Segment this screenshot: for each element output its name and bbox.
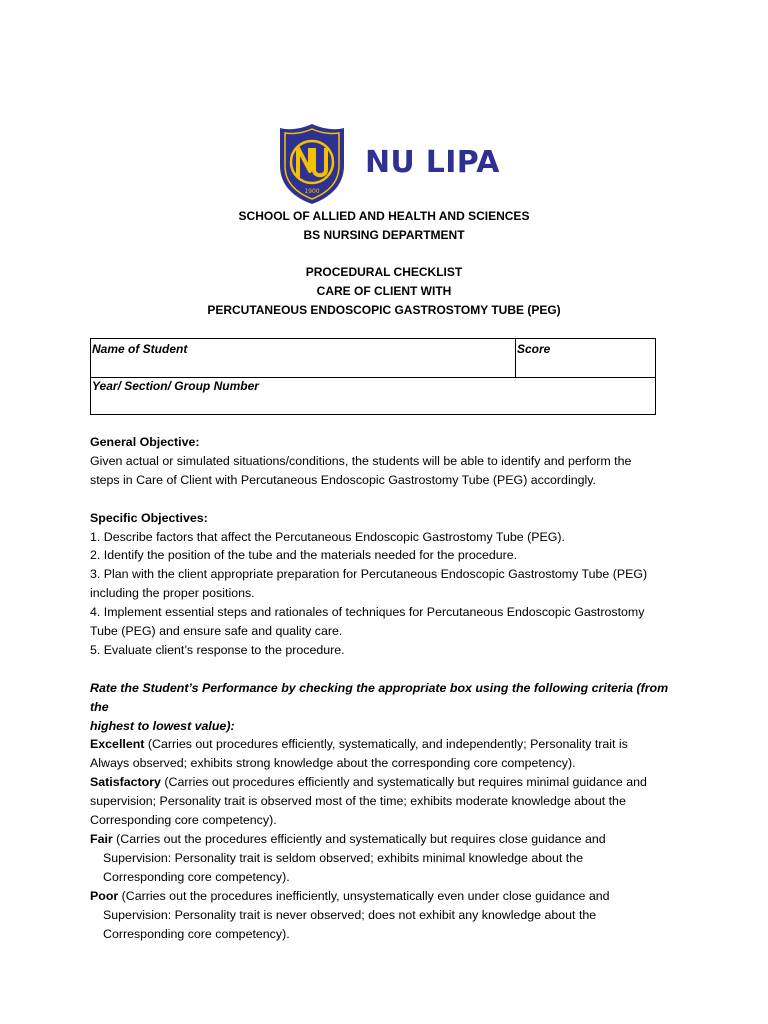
criteria-desc: Supervision: Personality trait is seldom observed; exhibits minimal knowledge about the — [103, 850, 584, 865]
specific-objective-line: 4. Implement essential steps and rationales of techniques for Percutaneous Endoscopic Gastrostomy — [90, 605, 645, 620]
criteria-desc: Supervision: Personality trait is never observed; does not exhibit any knowledge about the — [103, 907, 597, 922]
criteria-desc: Corresponding core competency). — [103, 869, 290, 884]
document-subtitle-2: PERCUTANEOUS ENDOSCOPIC GASTROSTOMY TUBE (PEG) — [207, 303, 561, 317]
criteria-term-excellent: Excellent — [90, 737, 145, 752]
criteria-desc: Corresponding core competency). — [103, 926, 290, 941]
criteria-desc: supervision; Personality trait is observed most of the time; exhibits moderate knowledge about the — [90, 794, 626, 809]
criteria-desc: Corresponding core competency). — [90, 813, 277, 828]
score-field[interactable]: Score — [517, 342, 551, 356]
criteria-desc: (Carries out procedures efficiently, systematically, and independently; Personality trait is — [144, 737, 628, 752]
criteria-excellent — [90, 735, 690, 754]
criteria-intro: highest to lowest value): — [90, 718, 235, 733]
criteria-term-satisfactory: Satisfactory — [90, 775, 161, 790]
criteria-satisfactory — [90, 773, 690, 792]
criteria-fair — [90, 830, 690, 849]
specific-objective-line: 2. Identify the position of the tube and the materials needed for the procedure. — [90, 548, 518, 563]
specific-objective-line: Tube (PEG) and ensure safe and quality care. — [90, 624, 343, 639]
general-objective-heading: General Objective: — [90, 435, 200, 449]
criteria-desc: (Carries out the procedures efficiently and systematically but requires close guidance and — [112, 832, 606, 846]
specific-objective-line: 5. Evaluate client’s response to the procedure. — [90, 642, 345, 657]
specific-objectives-heading: Specific Objectives: — [90, 510, 208, 525]
department-name: BS NURSING DEPARTMENT — [303, 228, 465, 242]
logo-year: 1900 — [304, 188, 320, 195]
document-subtitle-1: CARE OF CLIENT WITH — [316, 284, 452, 298]
nu-shield-icon — [277, 122, 347, 206]
school-name: SCHOOL OF ALLIED AND HEALTH AND SCIENCES — [238, 209, 530, 223]
criteria-desc: Always observed; exhibits strong knowledge about the corresponding core competency). — [90, 756, 576, 771]
criteria-intro: Rate the Student’s Performance by checking the appropriate box using the following criteria (from the — [90, 680, 669, 714]
specific-objective-line: 3. Plan with the client appropriate preparation for Percutaneous Endoscopic Gastrostomy Tube (PEG) — [90, 567, 648, 582]
name-of-student-field[interactable]: Name of Student — [92, 342, 188, 356]
document-title: PROCEDURAL CHECKLIST — [305, 265, 463, 279]
general-objective-line: Given actual or simulated situations/conditions, the students will be able to identify and perform the — [90, 453, 632, 468]
specific-objective-line: 1. Describe factors that affect the Percutaneous Endoscopic Gastrostomy Tube (PEG). — [90, 529, 565, 544]
specific-objective-line: including the proper positions. — [90, 586, 255, 601]
criteria-desc: (Carries out procedures efficiently and systematically but requires minimal guidance and — [160, 775, 647, 790]
year-section-group-field[interactable]: Year/ Section/ Group Number — [92, 379, 259, 393]
criteria-term-fair: Fair — [90, 832, 113, 846]
general-objective-line: steps in Care of Client with Percutaneous Endoscopic Gastrostomy Tube (PEG) accordingly. — [90, 472, 596, 487]
nu-lipa-logo — [277, 122, 500, 206]
criteria-poor — [90, 887, 690, 906]
info-divider — [515, 339, 516, 377]
general-objective-section — [90, 433, 690, 943]
criteria-desc: (Carries out the procedures inefficiently, unsystematically even under close guidance and — [118, 888, 610, 903]
brand-name: NU LIPA — [365, 144, 500, 180]
criteria-term-poor: Poor — [90, 888, 119, 903]
student-info-table — [90, 338, 656, 415]
